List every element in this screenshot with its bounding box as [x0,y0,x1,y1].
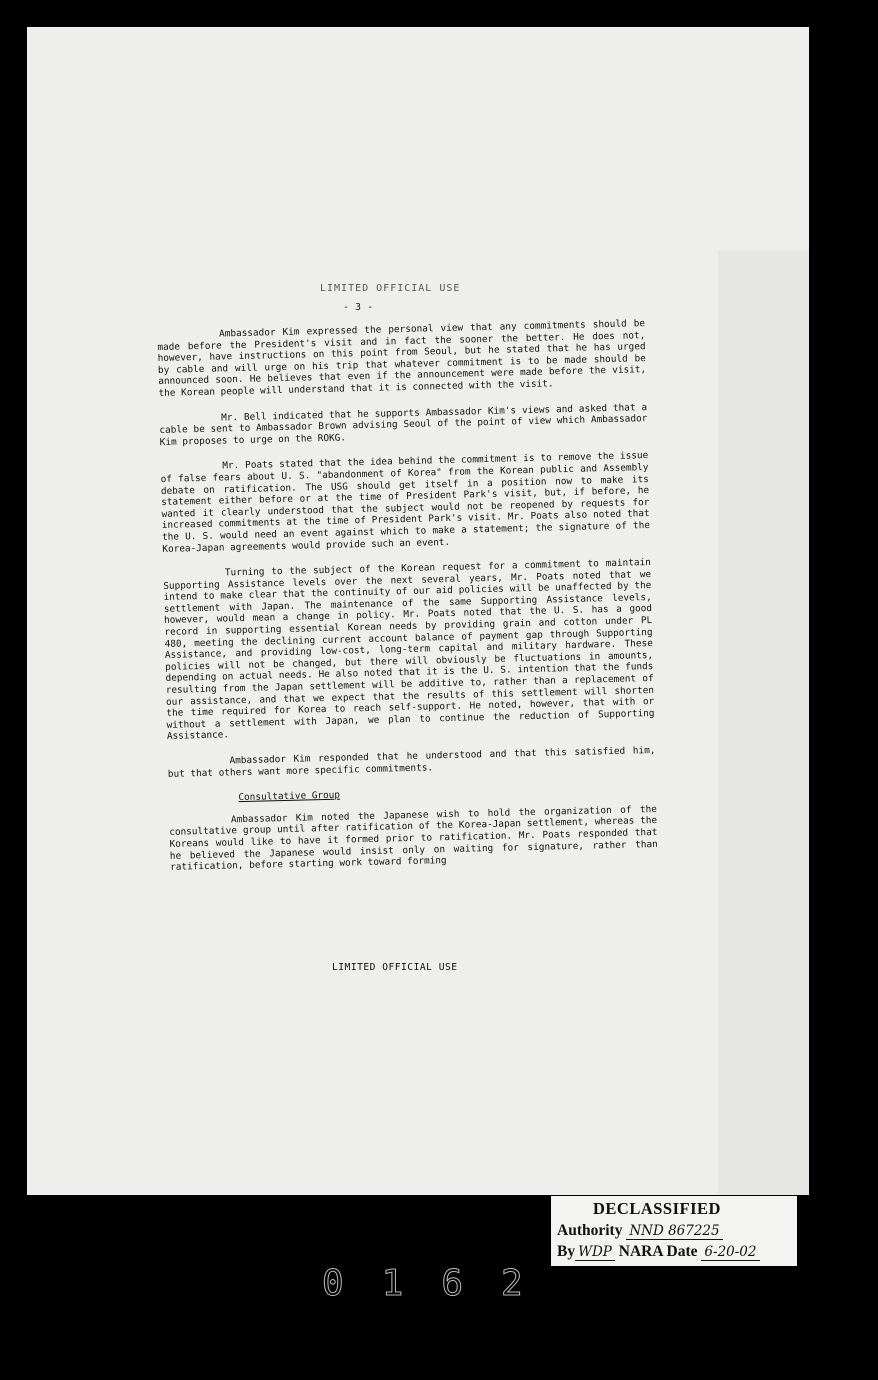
authority-label: Authority [557,1222,623,1239]
paragraph: Mr. Bell indicated that he supports Ambassador Kim's views and asked that a cable be sent to Ambassador Brown advising Seoul of the point of view which Ambassador Kim proposes to urge on the ROKG. [159,401,648,448]
stamp-by-line [557,1243,760,1261]
by-label: By [557,1243,576,1260]
section-heading: Consultative Group [238,789,341,804]
authority-value: NND 867225 [626,1223,722,1240]
paragraph: Ambassador Kim expressed the personal view that any commitments should be made before the President's visit and in fact the sooner the better. He does not, however, have instructions on this point from Seoul, but he stated that he has urged by cable and will urge on his trip that whatever commitment is to be made should be announced soon. He believes that even if the announcement were made before the visit, the Korean people will understand that it is connected with the visit. [157,318,647,399]
page-number: - 3 - [343,302,374,313]
nara-date-value: 6-20-02 [701,1244,759,1261]
by-value: WDP [575,1244,615,1261]
stamp-authority-line [557,1222,723,1240]
document-body [157,318,658,888]
classification-footer: LIMITED OFFICIAL USE [332,962,458,973]
paragraph: Turning to the subject of the Korean request for a commitment to maintain Supporting Assistance levels over the next several years, Mr. Poats noted that we intend to make clear that the continuity of our aid policies will be unaffected by the settlement with Japan. The maintenance of the same Supporting Assistance levels, however, would mean a change in policy. Mr. Poats noted that the U. S. has a good record in supporting essential Korean needs by providing grain and cotton under PL 480, meeting the declining current account balance of payment gap through Supporting Assistance, and providing low-cost, long-term capital and military hardware. These policies will not be changed, but there will obviously be fluctuations in amounts, depending on actual needs. He also noted that it is the U. S. intention that the funds resulting from the Japan settlement will be additive to, rather than a replacement of our assistance, and that we expect that the results of this settlement will shorten the time required for Korea to reach self-support. He noted, however, that with or without a settlement with Japan, we plan to continue the reduction of Supporting Assistance. [163,557,655,743]
paragraph: Ambassador Kim noted the Japanese wish to hold the organization of the consultative group until after ratification of the Korea-Japan settlement, whereas the Koreans would like to have it formed prior to ratification. Mr. Poats responded that he believed the Japanese would insist only on waiting for signature, rather than ratification, before starting work toward forming [169,803,658,873]
nara-date-label: NARA Date [618,1243,698,1260]
overlaid-page-edge [718,250,809,1195]
declassified-stamp [551,1196,797,1266]
frame-number: 0162 [322,1263,561,1304]
paragraph: Mr. Poats stated that the idea behind the commitment is to remove the issue of false fears about U. S. "abandonment of Korea" from the Korean public and Assembly debate on ratification. The USG should get itself in a position now to make its statement either before or at the time of President Park's visit, but, if before, he wanted it clearly understood that the subject would not be reopened by requests for increased commitments at the time of President Park's visit. Mr. Poats also noted that the U. S. would need an event against which to make a statement; the signature of the Korea-Japan agreements would provide such an event. [160,450,651,555]
classification-header: LIMITED OFFICIAL USE [320,283,461,294]
paragraph: Ambassador Kim responded that he understood and that this satisfied him, but that others want more specific commitments. [167,744,656,780]
stamp-title: DECLASSIFIED [593,1199,721,1218]
